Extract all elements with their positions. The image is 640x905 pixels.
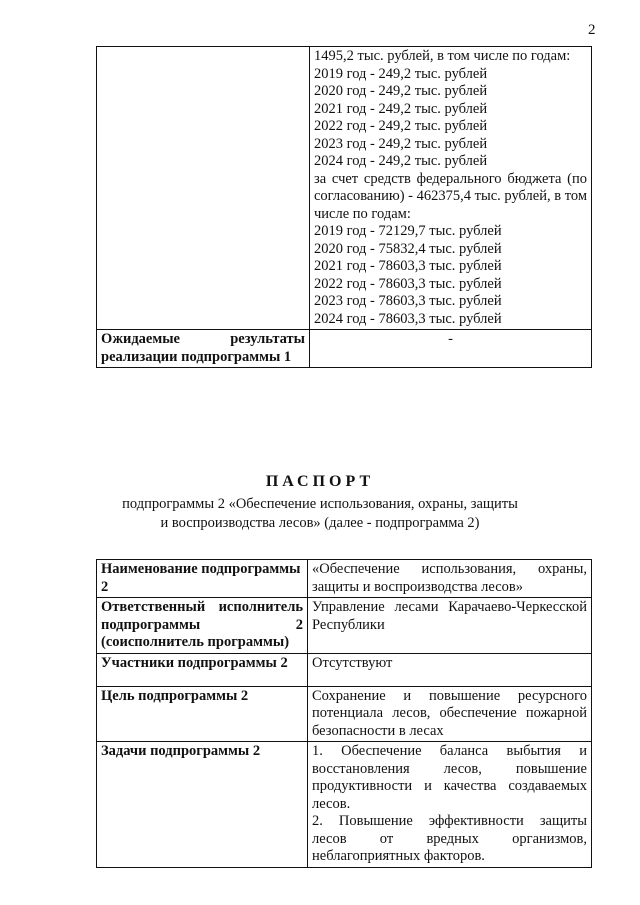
funding-row [97, 47, 592, 330]
federal-line: 2021 год - 78603,3 тыс. рублей [314, 258, 502, 274]
finance-line: 2023 год - 249,2 тыс. рублей [314, 135, 488, 152]
row-value: Управление лесами Карачаево-Черкесской Республики [308, 598, 592, 654]
funding-label-cell [97, 47, 310, 330]
table-row [97, 598, 592, 654]
row-label: Ответственный исполнитель подпрограммы 2 (соисполнитель программы) [97, 598, 308, 654]
federal-line: 2022 год - 78603,3 тыс. рублей [314, 275, 502, 292]
finance-line: 2021 год - 249,2 тыс. рублей [314, 100, 488, 117]
expected-results-row [97, 330, 592, 368]
task-1: 1. Обеспечение баланса выбытия и восстановления лесов, повышение продуктивности и качества создаваемых лесов. [312, 743, 587, 812]
federal-budget-text: за счет средств федерального бюджета (по согласованию) - 462375,4 тыс. рублей, в том числе по годам: [314, 170, 587, 222]
finance-line: 2022 год - 249,2 тыс. рублей [314, 118, 488, 134]
table-row [97, 742, 592, 868]
federal-line: 2019 год - 72129,7 тыс. рублей [314, 223, 502, 239]
federal-line: 2020 год - 75832,4 тыс. рублей [314, 240, 502, 257]
table-row [97, 560, 592, 598]
funding-table [96, 46, 592, 368]
row-label: Участники подпрограммы 2 [97, 653, 308, 686]
passport-subtitle-line2: и воспроизводства лесов» (далее - подпрограмма 2) [160, 515, 480, 531]
row-label: Задачи подпрограммы 2 [97, 742, 308, 868]
row-label: Цель подпрограммы 2 [97, 686, 308, 742]
table-row [97, 686, 592, 742]
row-value: Сохранение и повышение ресурсного потенциала лесов, обеспечение пожарной безопасности в лесах [308, 686, 592, 742]
finance-line: 2019 год - 249,2 тыс. рублей [314, 65, 488, 82]
federal-line: 2023 год - 78603,3 тыс. рублей [314, 293, 502, 309]
expected-results-value: - [310, 330, 592, 368]
passport-subtitle-line1: подпрограммы 2 «Обеспечение использования, охраны, защиты [122, 496, 518, 512]
row-value: «Обеспечение использования, охраны, защиты и воспроизводства лесов» [308, 560, 592, 598]
task-2: 2. Повышение эффективности защиты лесов от вредных организмов, неблагоприятных факторов. [312, 813, 587, 864]
finance-line: 2020 год - 249,2 тыс. рублей [314, 83, 488, 99]
funding-value-cell [310, 47, 592, 330]
expected-results-label: Ожидаемые результаты реализации подпрограммы 1 [97, 330, 310, 368]
table-row [97, 653, 592, 686]
row-label: Наименование подпрограммы 2 [97, 560, 308, 598]
page-number: 2 [588, 22, 596, 38]
passport-heading [0, 473, 640, 533]
finance-line: 1495,2 тыс. рублей, в том числе по годам: [314, 48, 571, 64]
passport-title: ПАСПОРТ [265, 473, 375, 490]
passport-table [96, 559, 592, 868]
row-value: Отсутствуют [308, 653, 592, 686]
federal-line: 2024 год - 78603,3 тыс. рублей [314, 310, 502, 327]
finance-line: 2024 год - 249,2 тыс. рублей [314, 153, 488, 169]
row-value [308, 742, 592, 868]
